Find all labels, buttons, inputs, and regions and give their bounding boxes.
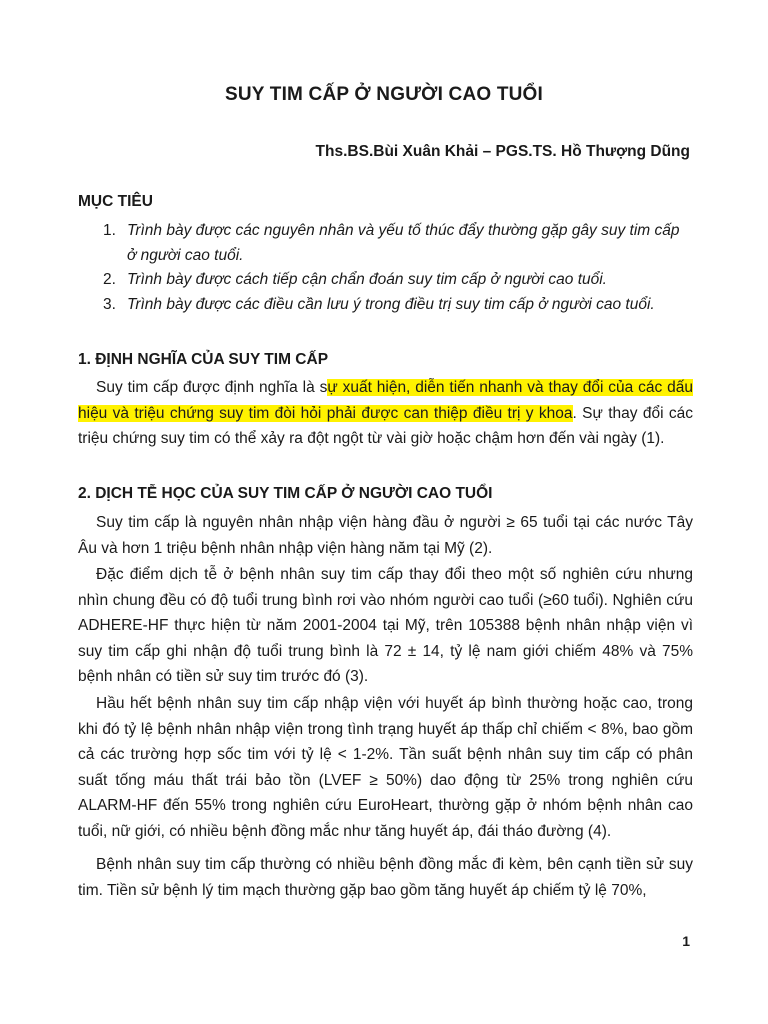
objective-item <box>103 293 693 318</box>
objective-number: 2. <box>103 271 116 288</box>
objective-text: Trình bày được các điều cần lưu ý trong điều trị suy tim cấp ở người cao tuổi. <box>127 295 655 313</box>
objective-text: Trình bày được các nguyên nhân và yếu tố thúc đẩy thường gặp gây suy tim cấp ở người cao tuổi. <box>127 222 680 264</box>
paragraph-text: Suy tim cấp được định nghĩa là s <box>96 379 328 396</box>
paragraph-text: . Sự thay đổi các triệu chứng suy tim có thể xảy ra đột ngột từ vài giờ hoặc chậm hơn đến vài ngày (1). <box>78 404 693 447</box>
objective-number: 1. <box>103 222 116 239</box>
objective-number: 3. <box>103 295 116 313</box>
section-2-paragraph-3: Hầu hết bệnh nhân suy tim cấp nhập viện với huyết áp bình thường hoặc cao, trong khi đó tỷ lệ bệnh nhân nhập viện trong tình trạng huyết áp thấp chỉ chiếm < 8%, bao gồm cả các trường hợp sốc tim với tỷ lệ < 1-2%. Tần suất bệnh nhân suy tim cấp có phân suất tống máu thất trái bảo tồn (LVEF ≥ 50%) dao động từ 25% trong nghiên cứu ALARM-HF đến 55% trong nghiên cứu EuroHeart, thường gặp ở nhóm bệnh nhân cao tuổi, nữ giới, có nhiều bệnh đồng mắc như tăng huyết áp, đái tháo đường (4). <box>78 695 693 840</box>
objective-item <box>103 219 693 268</box>
document-authors: Ths.BS.Bùi Xuân Khải – PGS.TS. Hồ Thượng Dũng <box>315 143 690 160</box>
page-number: 1 <box>682 933 690 949</box>
objectives-list <box>103 219 693 317</box>
section-2-heading: 2. DỊCH TỄ HỌC CỦA SUY TIM CẤP Ở NGƯỜI CAO TUỔI <box>78 485 493 502</box>
objective-item <box>103 268 693 293</box>
section-2-paragraph-1: Suy tim cấp là nguyên nhân nhập viện hàng đầu ở người ≥ 65 tuổi tại các nước Tây Âu và hơn 1 triệu bệnh nhân nhập viện hàng năm tại Mỹ (2). <box>78 514 693 557</box>
objective-text: Trình bày được cách tiếp cận chẩn đoán suy tim cấp ở người cao tuổi. <box>127 271 607 288</box>
objectives-heading: MỤC TIÊU <box>78 193 153 210</box>
highlighted-text: ự xuất hiện, diễn tiến nhanh và thay đổi của các dấu hiệu và triệu chứng suy tim đòi hỏi phải được can thiệp điều trị y khoa <box>78 379 693 422</box>
section-1-heading: 1. ĐỊNH NGHĨA CỦA SUY TIM CẤP <box>78 351 329 368</box>
document-title: SUY TIM CẤP Ở NGƯỜI CAO TUỔI <box>224 84 544 105</box>
section-2-paragraph-4: Bệnh nhân suy tim cấp thường có nhiều bệnh đồng mắc đi kèm, bên cạnh tiền sử suy tim. Tiền sử bệnh lý tim mạch thường gặp bao gồm tăng huyết áp chiếm tỷ lệ 70%, <box>78 856 693 899</box>
section-2-paragraph-2: Đặc điểm dịch tễ ở bệnh nhân suy tim cấp thay đổi theo một số nghiên cứu nhưng nhìn chung đều có độ tuổi trung bình rơi vào nhóm người cao tuổi (≥60 tuổi). Nghiên cứu ADHERE-HF thực hiện từ năm 2001-2004 tại Mỹ, trên 105388 bệnh nhân nhập viện vì suy tim cấp ghi nhận độ tuổi trung bình là 72 ± 14, tỷ lệ nam giới chiếm 48% và 75% bệnh nhân có tiền sử suy tim trước đó (3). <box>78 566 693 685</box>
section-1-paragraph <box>78 375 693 452</box>
